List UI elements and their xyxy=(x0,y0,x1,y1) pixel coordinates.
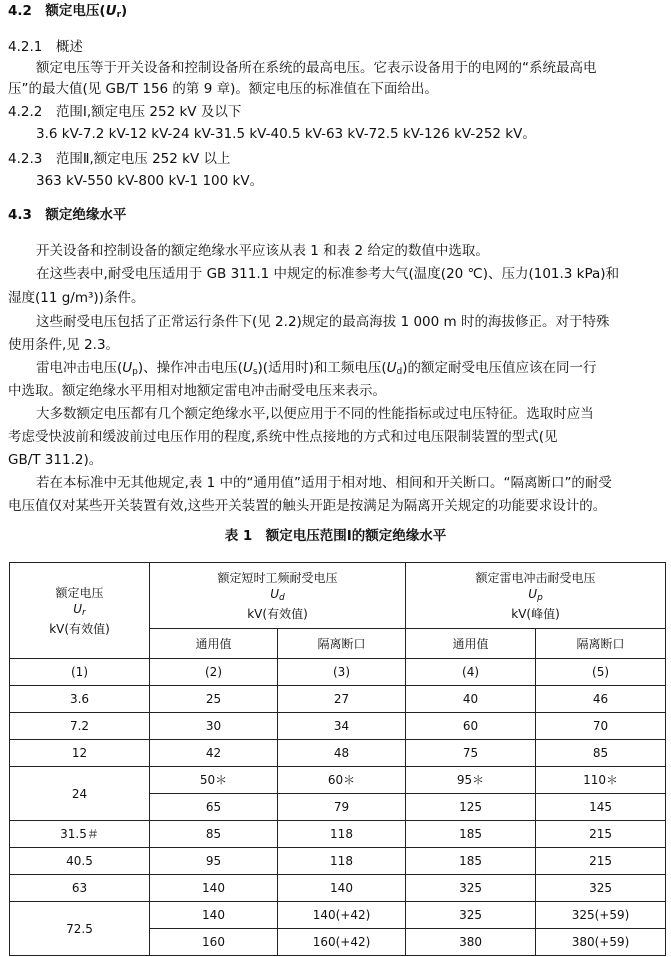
withstand-value-cell: 325 xyxy=(406,875,536,902)
withstand-value-cell: 140(+42) xyxy=(278,902,406,929)
withstand-value-cell: 380 xyxy=(406,929,536,956)
withstand-value-cell: 140 xyxy=(150,902,278,929)
rated-voltage-cell: 31.5＃ xyxy=(10,821,150,848)
withstand-value-cell: 118 xyxy=(278,821,406,848)
table-row xyxy=(10,767,666,794)
paragraph-line: 在这些表中,耐受电压适用于 GB 311.1 中规定的标准参考大气(温度(20 ℃)、压力(101.3 kPa)和 xyxy=(36,266,620,282)
table-row xyxy=(10,821,666,848)
header-lightning-impulse-withstand: 额定雷电冲击耐受电压 $U_p$ kV(峰值) xyxy=(406,563,666,629)
table-row xyxy=(10,848,666,875)
withstand-value-cell: 125 xyxy=(406,794,536,821)
paragraph-line: 这些耐受电压包括了正常运行条件下(见 2.2)规定的最高海拔 1 000 m 时的海拔修正。对于特殊 xyxy=(36,314,610,330)
paragraph-line: 大多数额定电压都有几个额定绝缘水平,以便应用于不同的性能指标或过电压特征。选取时应当 xyxy=(36,406,594,422)
rated-voltage-cell: 72.5 xyxy=(10,902,150,956)
paragraph-line: 若在本标准中无其他规定,表 1 中的“通用值”适用于相对地、相间和开关断口。“隔离断口”的耐受 xyxy=(36,475,612,491)
withstand-value-cell: 160 xyxy=(150,929,278,956)
withstand-value-cell: 140 xyxy=(278,875,406,902)
table-row xyxy=(10,875,666,902)
withstand-value-cell: 34 xyxy=(278,713,406,740)
column-number: (2) xyxy=(150,659,278,686)
withstand-value-cell: 95＊ xyxy=(406,767,536,794)
withstand-value-cell: 79 xyxy=(278,794,406,821)
withstand-value-cell: 215 xyxy=(536,821,666,848)
rated-voltage-cell: 3.6 xyxy=(10,686,150,713)
withstand-value-cell: 25 xyxy=(150,686,278,713)
paragraph-line: 考虑受快波前和缓波前过电压作用的程度,系统中性点接地的方式和过电压限制装置的型式(见 xyxy=(8,429,558,445)
section-4-2-3-heading: 4.2.3 范围Ⅱ,额定电压 252 kV 以上 xyxy=(8,151,231,167)
withstand-value-cell: 60＊ xyxy=(278,767,406,794)
withstand-value-cell: 185 xyxy=(406,848,536,875)
withstand-value-cell: 140 xyxy=(150,875,278,902)
withstand-value-cell: 46 xyxy=(536,686,666,713)
withstand-value-cell: 160(+42) xyxy=(278,929,406,956)
withstand-value-cell: 50＊ xyxy=(150,767,278,794)
withstand-value-cell: 85 xyxy=(150,821,278,848)
table-row xyxy=(10,713,666,740)
paragraph-line: 压”的最大值(见 GB/T 156 的第 9 章)。额定电压的标准值在下面给出。 xyxy=(8,81,438,97)
header-common-value: 通用值 xyxy=(406,629,536,659)
rated-voltage-cell: 24 xyxy=(10,767,150,821)
rated-voltage-cell: 7.2 xyxy=(10,713,150,740)
header-rated-voltage: 额定电压 $U_r$ kV(有效值) xyxy=(10,563,150,659)
rated-voltage-cell: 40.5 xyxy=(10,848,150,875)
paragraph-line: 电压值仅对某些开关装置有效,这些开关装置的触头开距是按满足为隔离开关规定的功能要求设计的。 xyxy=(8,498,607,514)
section-4-3-heading: 4.3 额定绝缘水平 xyxy=(8,207,127,223)
withstand-value-cell: 27 xyxy=(278,686,406,713)
column-number: (1) xyxy=(10,659,150,686)
column-number: (5) xyxy=(536,659,666,686)
paragraph-line: 湿度(11 g/m³))条件。 xyxy=(8,290,145,306)
withstand-value-cell: 60 xyxy=(406,713,536,740)
rated-voltage-cell: 63 xyxy=(10,875,150,902)
table-row xyxy=(10,659,666,686)
header-power-frequency-withstand: 额定短时工频耐受电压 $U_d$ kV(有效值) xyxy=(150,563,406,629)
withstand-value-cell: 118 xyxy=(278,848,406,875)
paragraph-line: 使用条件,见 2.3。 xyxy=(8,337,120,353)
header-isolating-distance: 隔离断口 xyxy=(536,629,666,659)
table-caption: 表 1 额定电压范围Ⅰ的额定绝缘水平 xyxy=(224,528,447,544)
withstand-value-cell: 380(+59) xyxy=(536,929,666,956)
table-row xyxy=(10,740,666,767)
column-number: (4) xyxy=(406,659,536,686)
withstand-value-cell: 75 xyxy=(406,740,536,767)
paragraph-line: GB/T 311.2)。 xyxy=(8,452,103,468)
withstand-value-cell: 48 xyxy=(278,740,406,767)
withstand-value-cell: 65 xyxy=(150,794,278,821)
column-number: (3) xyxy=(278,659,406,686)
withstand-value-cell: 145 xyxy=(536,794,666,821)
paragraph-line: 雷电冲击电压$(U_p)$、操作冲击电压$(U_s)$(适用时)和工频电压$(U_d)$的额定耐受电压值应该在同一行 xyxy=(36,360,597,377)
withstand-value-cell: 70 xyxy=(536,713,666,740)
rated-voltage-values-range-2: 363 kV-550 kV-800 kV-1 100 kV。 xyxy=(36,173,264,189)
paragraph-line: 中选取。额定绝缘水平用相对地额定雷电冲击耐受电压来表示。 xyxy=(8,383,386,399)
insulation-level-table xyxy=(9,562,666,956)
withstand-value-cell: 95 xyxy=(150,848,278,875)
withstand-value-cell: 215 xyxy=(536,848,666,875)
rated-voltage-values-range-1: 3.6 kV-7.2 kV-12 kV-24 kV-31.5 kV-40.5 kV-63 kV-72.5 kV-126 kV-252 kV。 xyxy=(36,126,536,142)
withstand-value-cell: 85 xyxy=(536,740,666,767)
withstand-value-cell: 325 xyxy=(406,902,536,929)
withstand-value-cell: 42 xyxy=(150,740,278,767)
table-row xyxy=(10,686,666,713)
rated-voltage-cell: 12 xyxy=(10,740,150,767)
section-4-2-2-heading: 4.2.2 范围Ⅰ,额定电压 252 kV 及以下 xyxy=(8,104,242,120)
table-row xyxy=(10,902,666,929)
paragraph-line: 额定电压等于开关设备和控制设备所在系统的最高电压。它表示设备用于的电网的“系统最高电 xyxy=(36,60,597,76)
header-common-value: 通用值 xyxy=(150,629,278,659)
withstand-value-cell: 40 xyxy=(406,686,536,713)
withstand-value-cell: 185 xyxy=(406,821,536,848)
withstand-value-cell: 325 xyxy=(536,875,666,902)
withstand-value-cell: 30 xyxy=(150,713,278,740)
section-4-2-heading: 4.2 额定电压$(U_r)$ xyxy=(8,3,128,20)
paragraph-line: 开关设备和控制设备的额定绝缘水平应该从表 1 和表 2 给定的数值中选取。 xyxy=(36,243,489,259)
section-4-2-1-heading: 4.2.1 概述 xyxy=(8,39,83,55)
withstand-value-cell: 110＊ xyxy=(536,767,666,794)
withstand-value-cell: 325(+59) xyxy=(536,902,666,929)
header-isolating-distance: 隔离断口 xyxy=(278,629,406,659)
